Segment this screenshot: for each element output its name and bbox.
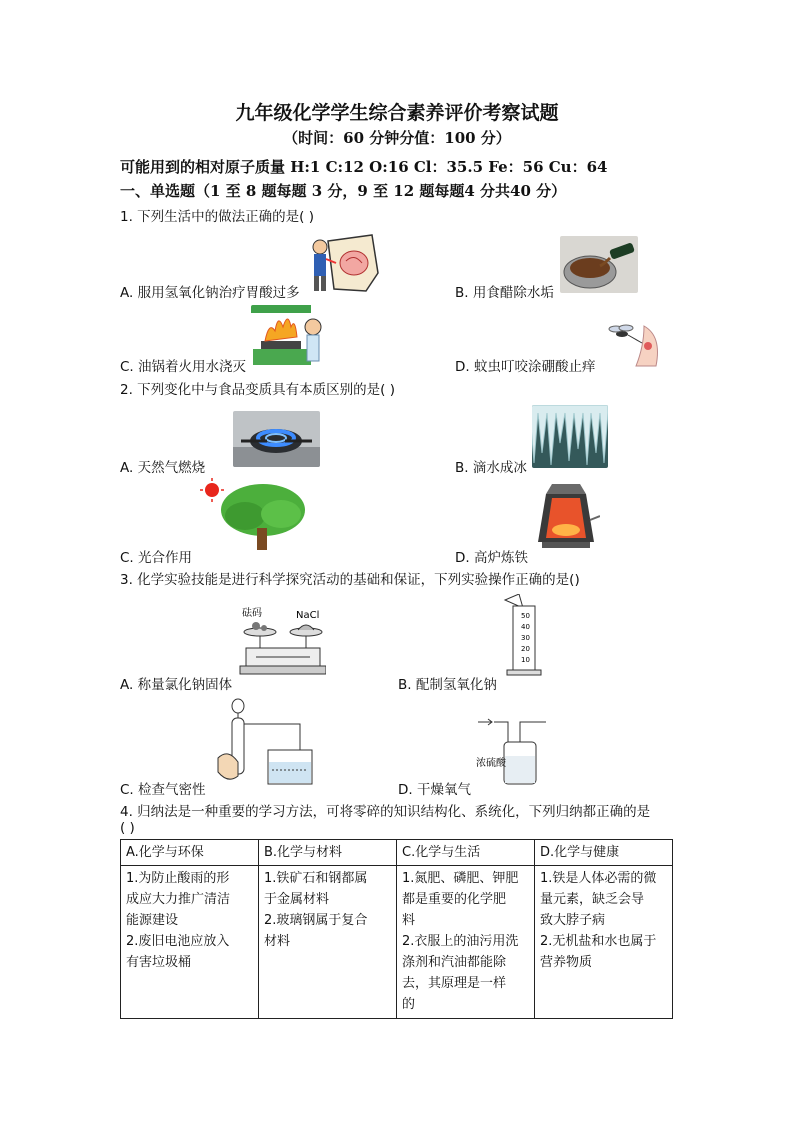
- cell-line: 量元素，缺乏会导: [540, 892, 645, 907]
- cell-environment: [121, 866, 259, 1019]
- q3-option-a[interactable]: A. 称量氯化钠固体: [120, 677, 233, 693]
- q2-option-d[interactable]: D. 高炉炼铁: [455, 550, 528, 566]
- gas-flame-photo: [233, 411, 320, 467]
- cell-materials: [259, 866, 397, 1019]
- cell-line: 的: [402, 997, 416, 1012]
- cell-line: 1.氮肥、磷肥、钾肥: [402, 871, 519, 886]
- q1-option-a[interactable]: A. 服用氢氧化钠治疗胃酸过多: [120, 285, 300, 301]
- cell-line: 2.玻璃钢属于复合: [264, 913, 368, 928]
- weights-label: 砝码: [242, 608, 262, 619]
- airtightness-test-diagram: [214, 698, 316, 786]
- icicles-photo: [532, 405, 608, 468]
- cell-line: 都是重要的化学肥: [402, 892, 507, 907]
- q2-option-c[interactable]: C. 光合作用: [120, 550, 193, 566]
- section-heading: 一、单选题（1 至 8 题每题 3 分，9 至 12 题每题4 分共40 分）: [120, 182, 567, 200]
- cell-line: 去，其原理是一样: [402, 976, 507, 991]
- cell-line: 致大脖子病: [540, 913, 606, 928]
- gas-drying-bottle-diagram: [476, 712, 550, 786]
- blast-furnace-illustration: [532, 480, 600, 552]
- cell-line: 涤剂和汽油都能除: [402, 955, 507, 970]
- cell-line: 料: [402, 913, 416, 928]
- question-4-stem-cont: ( ): [120, 820, 135, 836]
- mosquito-bite-illustration: [604, 320, 664, 368]
- header-cell-b[interactable]: B.化学与材料: [259, 840, 397, 866]
- cell-line: 1.铁矿石和钢都属: [264, 871, 368, 886]
- tick-50: 50: [521, 612, 530, 620]
- q2-option-a[interactable]: A. 天然气燃烧: [120, 460, 206, 476]
- tick-30: 30: [521, 634, 530, 642]
- table-row: [121, 866, 673, 1019]
- question-3-stem: 3. 化学实验技能是进行科学探究活动的基础和保证，下列实验操作正确的是(): [120, 572, 580, 588]
- cell-line: 1.为防止酸雨的形: [126, 871, 230, 886]
- pan-fire-illustration: [251, 305, 325, 367]
- conc-acid-label: 浓硫酸: [476, 758, 506, 769]
- cell-line: 2.废旧电池应放入: [126, 934, 230, 949]
- q3-option-b[interactable]: B. 配制氢氧化钠: [398, 677, 497, 693]
- tick-40: 40: [521, 623, 530, 631]
- q3-option-d[interactable]: D. 干燥氧气: [398, 782, 471, 798]
- q2-option-b[interactable]: B. 滴水成冰: [455, 460, 527, 476]
- tick-20: 20: [521, 645, 530, 653]
- header-cell-c[interactable]: C.化学与生活: [397, 840, 535, 866]
- cell-line: 能源建设: [126, 913, 179, 928]
- cell-line: 2.无机盐和水也属于: [540, 934, 657, 949]
- q1-option-d[interactable]: D. 蚊虫叮咬涂硼酸止痒: [455, 359, 596, 375]
- nacl-label: NaCl: [296, 610, 320, 621]
- cell-health: [535, 866, 673, 1019]
- cell-line: 1.铁是人体必需的微: [540, 871, 657, 886]
- question-4-stem: 4. 归纳法是一种重要的学习方法，可将零碎的知识结构化、系统化，下列归纳都正确的是: [120, 804, 651, 820]
- cell-line: 于金属材料: [264, 892, 330, 907]
- tick-10: 10: [521, 656, 530, 664]
- vinegar-kettle-photo: [560, 236, 638, 293]
- q3-option-c[interactable]: C. 检查气密性: [120, 782, 206, 798]
- page-subtitle: （时间：60 分钟分值：100 分）: [283, 129, 511, 147]
- table-header-row: [121, 840, 673, 866]
- stomach-pain-illustration: [306, 233, 380, 293]
- cell-line: 材料: [264, 934, 291, 949]
- cell-line: 成应大力推广清洁: [126, 892, 231, 907]
- cell-line: 2.衣服上的油污用洗: [402, 934, 519, 949]
- q1-option-b[interactable]: B. 用食醋除水垢: [455, 285, 554, 301]
- cell-line: 营养物质: [540, 955, 593, 970]
- graduated-cylinder-diagram: [497, 594, 547, 676]
- summary-table: [120, 839, 673, 1019]
- cell-life: [397, 866, 535, 1019]
- question-2-stem: 2. 下列变化中与食品变质具有本质区别的是( ): [120, 382, 395, 398]
- header-cell-d[interactable]: D.化学与健康: [535, 840, 673, 866]
- header-cell-a[interactable]: A.化学与环保: [121, 840, 259, 866]
- q1-option-c[interactable]: C. 油锅着火用水浇灭: [120, 359, 247, 375]
- page-title: 九年级化学学生综合素养评价考察试题: [235, 102, 559, 124]
- tree-sun-illustration: [199, 478, 309, 553]
- cell-line: 有害垃圾桶: [126, 955, 192, 970]
- question-1-stem: 1. 下列生活中的做法正确的是( ): [120, 209, 314, 225]
- balance-scale-diagram: [236, 604, 326, 676]
- atomic-masses: 可能用到的相对原子质量 H:1 C:12 O:16 Cl：35.5 Fe：56 Cu：64: [120, 158, 608, 176]
